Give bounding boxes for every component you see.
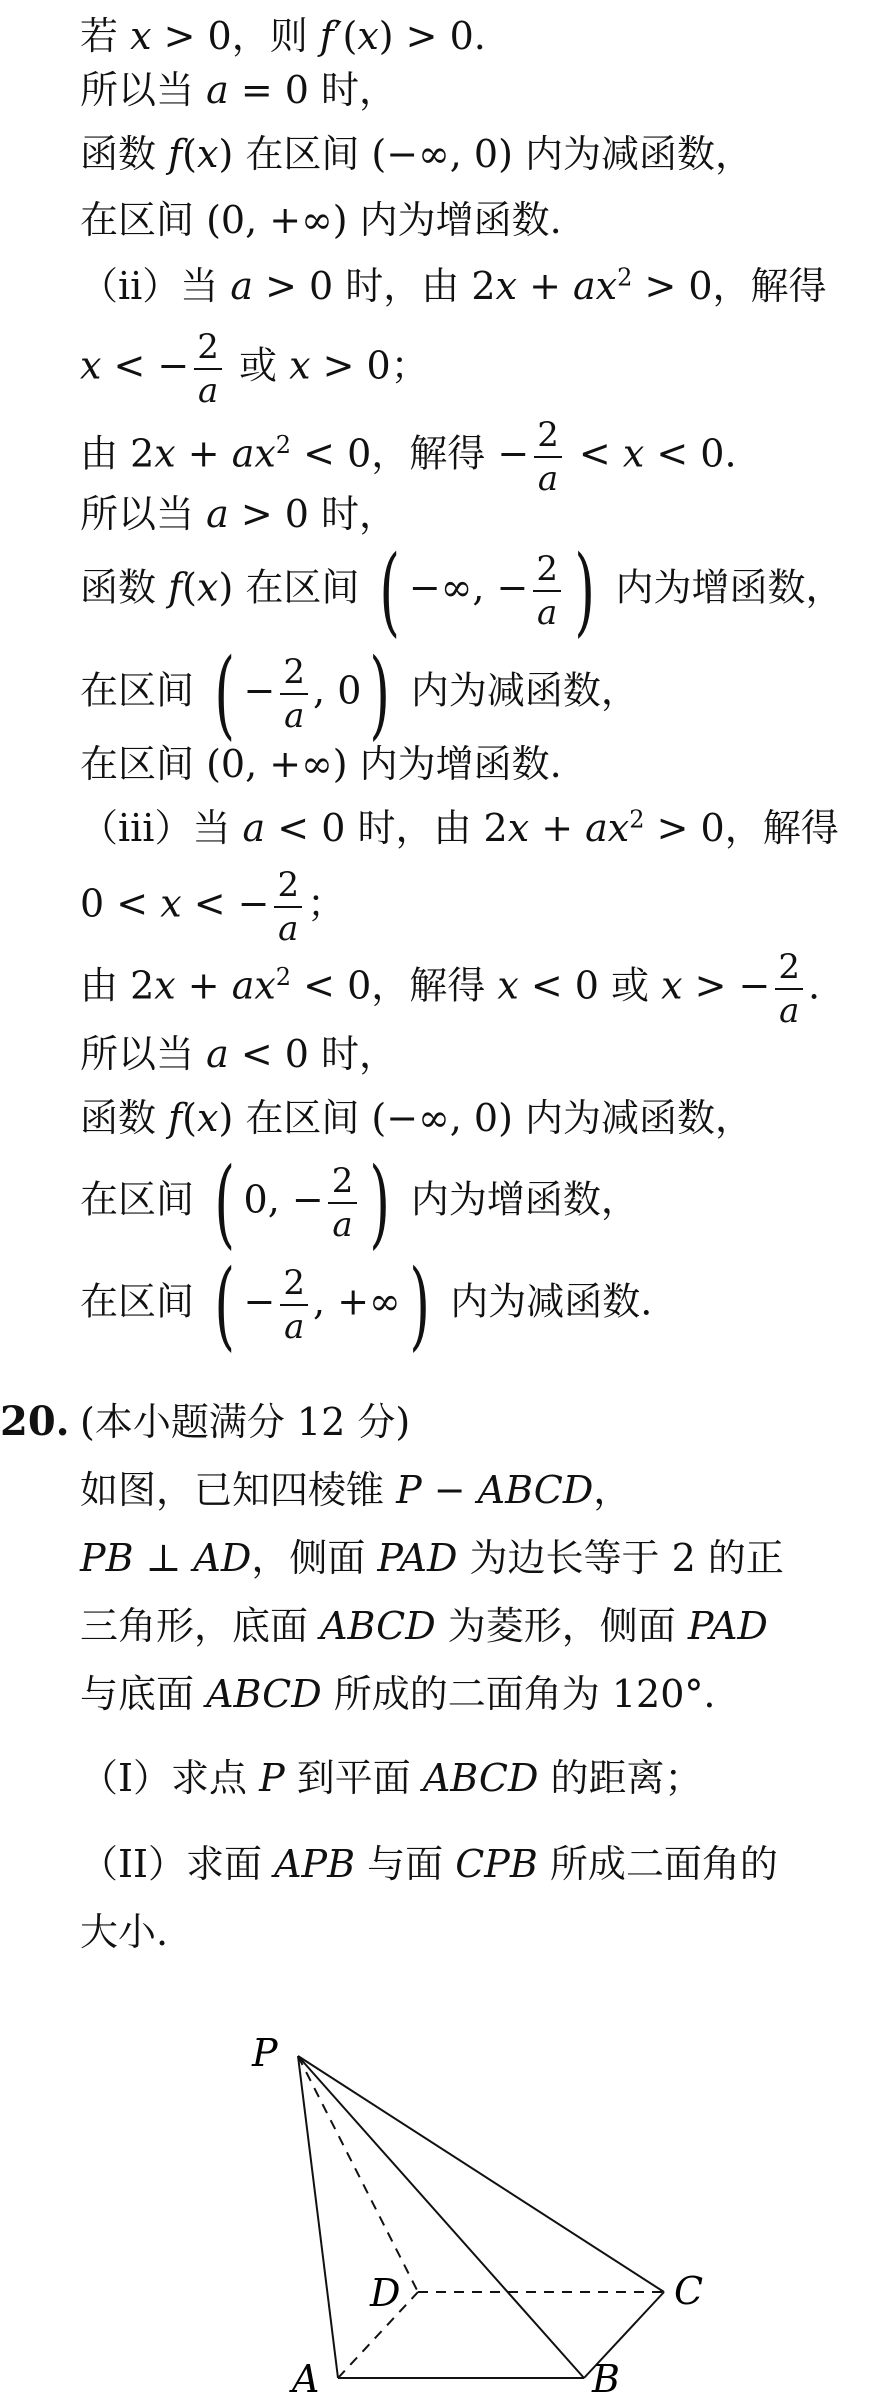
- line-11: 在区间 (0, +∞) 内为增函数.: [80, 742, 562, 786]
- edge-PC: [298, 2056, 664, 2292]
- line-2: 所以当 a = 0 时，: [80, 68, 398, 112]
- line-13: 0 < x < − $\frac{2}{a}$ ；: [80, 865, 346, 949]
- line-6: x < − $\frac{2}{a}$ 或 x > 0；: [80, 327, 429, 411]
- part-1: （I）求点 P 到平面 ABCD 的距离；: [80, 1756, 703, 1800]
- line-9: 函数 f(x) 在区间 ( −∞, − $\frac{2}{a}$ ) 内为增函数，: [80, 535, 844, 647]
- edge-AD: [338, 2292, 418, 2378]
- line-15: 所以当 a < 0 时，: [80, 1032, 398, 1076]
- line-14: 由 $2x + ax^2 < 0$，解得 x < 0 或 x > − $\frac{2}{a}$ .: [80, 947, 821, 1031]
- line-5: （ii）当 a > 0 时，由 $2x + ax^2 > 0$，解得: [80, 263, 827, 308]
- line-8: 所以当 a > 0 时，: [80, 492, 398, 536]
- problem-number: 20.: [0, 1398, 70, 1445]
- problem-header: (本小题满分 12 分): [80, 1400, 411, 1444]
- label-C: C: [674, 2269, 704, 2313]
- line-7: 由 $2x + ax^2 < 0$，解得 − $\frac{2}{a}$ < x < 0.: [80, 415, 737, 499]
- edge-PD: [298, 2056, 418, 2292]
- statement-line-4: 与底面 ABCD 所成的二面角为 120°.: [80, 1672, 716, 1716]
- label-P: P: [252, 2031, 278, 2075]
- label-A: A: [292, 2357, 320, 2392]
- edge-BC: [584, 2292, 664, 2378]
- label-D: D: [370, 2271, 401, 2315]
- line-16: 函数 f(x) 在区间 (−∞, 0) 内为减函数，: [80, 1096, 753, 1140]
- line-17: 在区间 ( 0, − $\frac{2}{a}$ ) 内为增函数，: [80, 1147, 639, 1259]
- statement-line-1: 如图，已知四棱锥 P − ABCD，: [80, 1468, 632, 1512]
- label-B: B: [592, 2357, 620, 2392]
- statement-line-3: 三角形，底面 ABCD 为菱形，侧面 PAD: [80, 1604, 768, 1648]
- part-2-line-1: （II）求面 APB 与面 CPB 所成二面角的: [80, 1842, 778, 1886]
- statement-line-2: PB ⊥ AD，侧面 PAD 为边长等于 2 的正: [80, 1536, 784, 1580]
- line-1: 若 x > 0，则 f′(x) > 0.: [80, 14, 486, 58]
- edge-PB: [298, 2056, 584, 2378]
- line-12: （iii）当 a < 0 时，由 $2x + ax^2 > 0$，解得: [80, 805, 839, 850]
- line-10: 在区间 ( − $\frac{2}{a}$ , 0) 内为减函数，: [80, 638, 639, 750]
- line-3: 函数 f(x) 在区间 (−∞, 0) 内为减函数，: [80, 132, 753, 176]
- line-18: 在区间 ( − $\frac{2}{a}$ , +∞) 内为减函数.: [80, 1249, 653, 1361]
- part-2-line-2: 大小.: [80, 1910, 169, 1954]
- edge-PA: [298, 2056, 338, 2378]
- line-4: 在区间 (0, +∞) 内为增函数.: [80, 198, 562, 242]
